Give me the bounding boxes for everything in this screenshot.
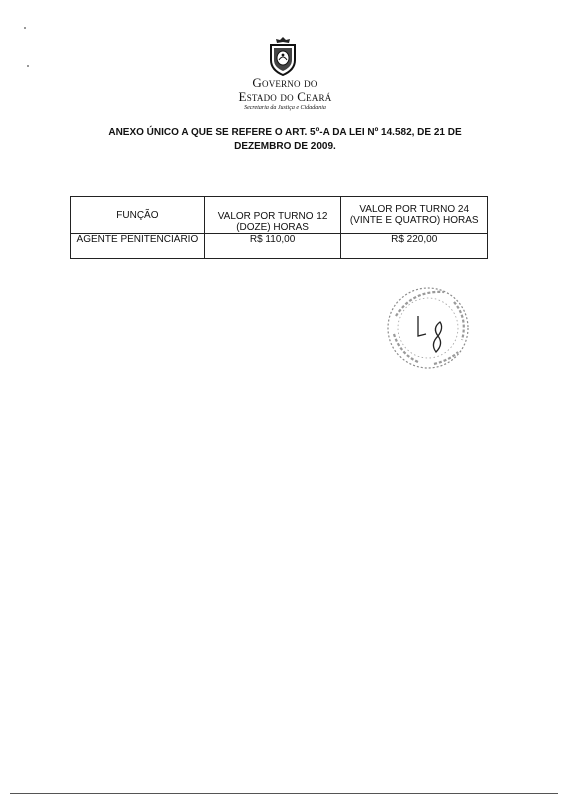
scan-speck <box>27 65 29 67</box>
values-table <box>70 196 488 259</box>
circular-stamp-icon <box>382 282 474 374</box>
header-valor-12h: VALOR POR TURNO 12 (DOZE) HORAS <box>204 197 341 234</box>
scan-speck <box>24 27 26 29</box>
org-name-line1: Governo do <box>252 75 318 90</box>
cell-valor-24h: R$ 220,00 <box>341 234 488 259</box>
org-name-line2: Estado do Ceará <box>238 89 332 104</box>
org-department: Secretaria da Justiça e Cidadania <box>244 105 326 111</box>
header-valor-24h: VALOR POR TURNO 24 (VINTE E QUATRO) HORAS <box>341 197 488 234</box>
cell-funcao: AGENTE PENITENCIÁRIO <box>71 234 205 259</box>
annex-title: ANEXO ÚNICO A QUE SE REFERE O ART. 5º-A DA LEI Nº 14.582, DE 21 DE DEZEMBRO DE 2009. <box>108 127 462 152</box>
cell-valor-12h: R$ 110,00 <box>204 234 341 259</box>
header-funcao: FUNÇÃO <box>71 197 205 234</box>
table-row <box>71 234 488 259</box>
table-header-row <box>71 197 488 234</box>
page-bottom-rule <box>10 793 558 794</box>
coat-of-arms-icon <box>266 36 300 76</box>
